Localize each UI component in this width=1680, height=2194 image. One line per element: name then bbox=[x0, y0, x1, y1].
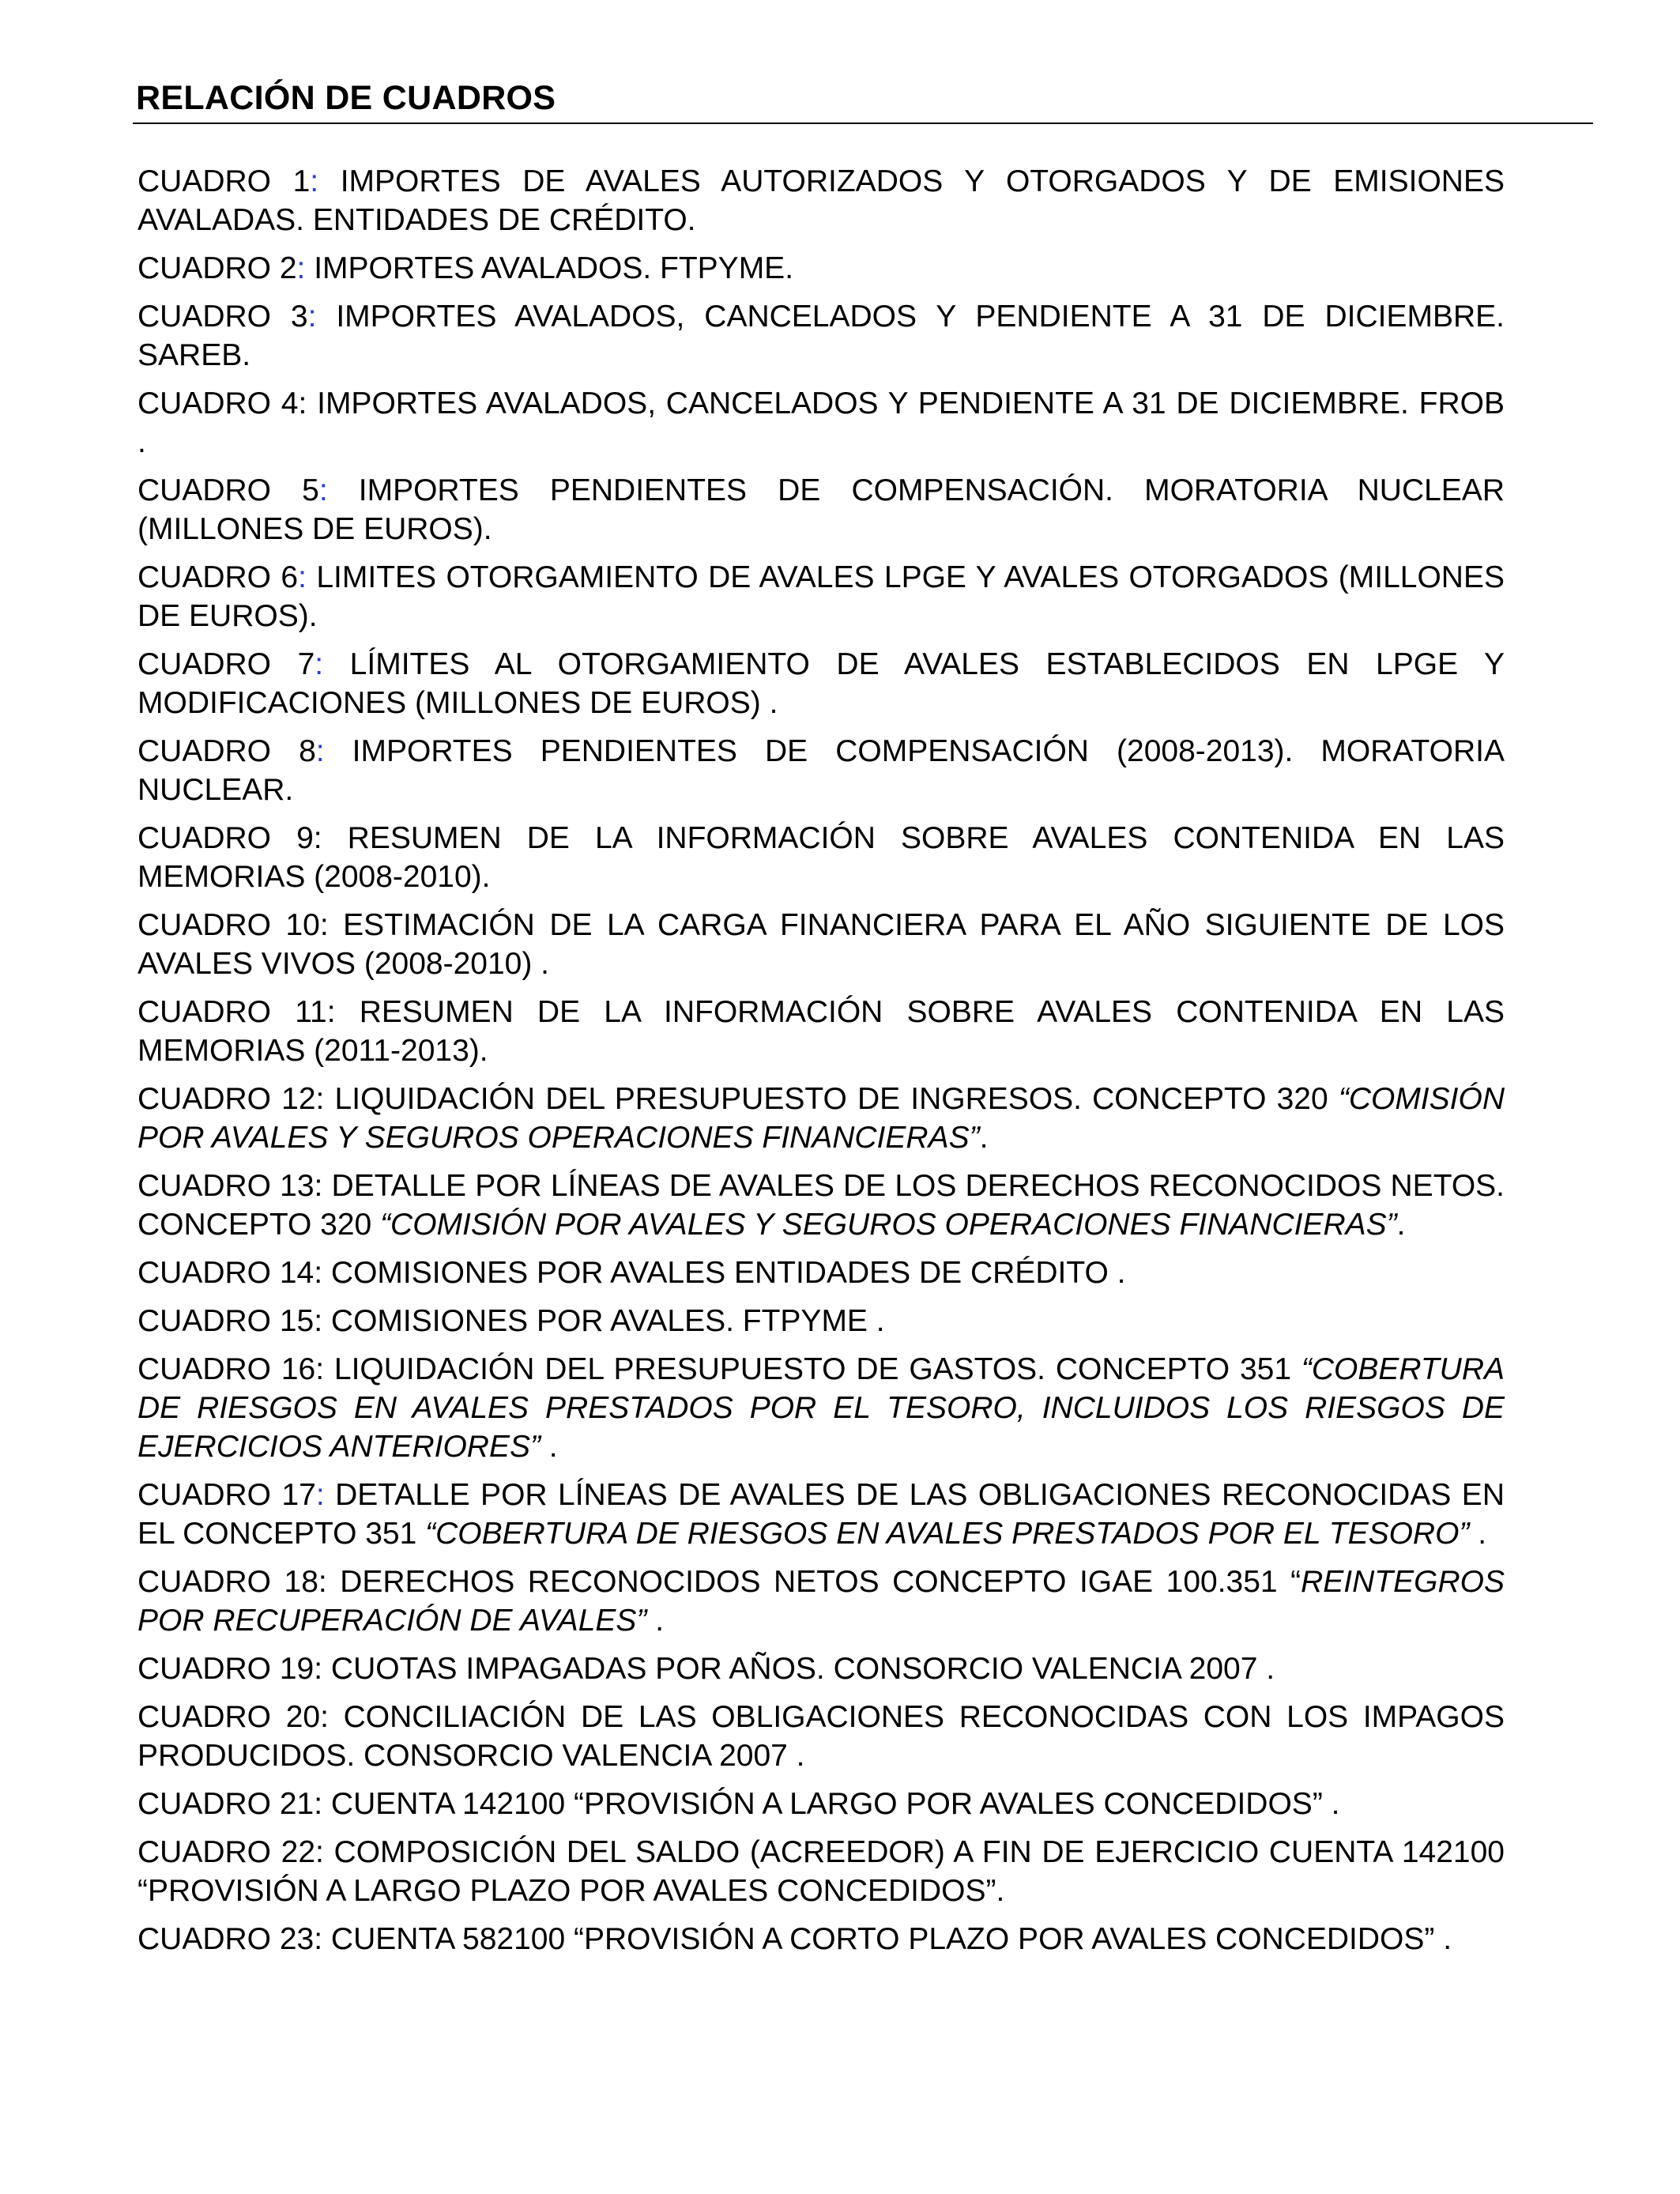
cuadro-entry bbox=[137, 1563, 1505, 1640]
cuadro-entry bbox=[137, 1833, 1505, 1910]
cuadro-entry bbox=[137, 297, 1505, 375]
cuadro-concept-name: “COBERTURA DE RIESGOS EN AVALES PRESTADOS POR EL TESORO, INCLUIDOS LOS RIESGOS DE EJERCICIOS ANTERIORES” bbox=[137, 1352, 1505, 1464]
cuadro-colon: : bbox=[315, 1082, 325, 1116]
cuadros-list bbox=[137, 162, 1505, 1968]
cuadro-tail: . bbox=[1396, 1208, 1406, 1242]
title-underline bbox=[133, 123, 1593, 124]
cuadro-label: CUADRO 18 bbox=[137, 1565, 318, 1599]
cuadro-colon: : bbox=[314, 1256, 323, 1290]
cuadro-label: CUADRO 12 bbox=[137, 1082, 316, 1116]
cuadro-label: CUADRO 22 bbox=[137, 1835, 316, 1869]
cuadro-description: IMPORTES AVALADOS, CANCELADOS Y PENDIENTE A 31 DE DICIEMBRE. SAREB. bbox=[137, 300, 1505, 372]
cuadro-label: CUADRO 17 bbox=[137, 1478, 316, 1512]
cuadro-label: CUADRO 4 bbox=[137, 386, 299, 420]
cuadro-label: CUADRO 9 bbox=[137, 821, 314, 855]
cuadro-description: CONCILIACIÓN DE LAS OBLIGACIONES RECONOCIDAS CON LOS IMPAGOS PRODUCIDOS. CONSORCIO VALENCIA 2007 . bbox=[137, 1700, 1505, 1773]
cuadro-colon: : bbox=[315, 734, 325, 768]
cuadro-colon: : bbox=[314, 1304, 323, 1338]
cuadro-description: IMPORTES AVALADOS. FTPYME. bbox=[305, 251, 794, 285]
cuadro-label: CUADRO 23 bbox=[137, 1922, 315, 1956]
cuadro-description: CUENTA 142100 “PROVISIÓN A LARGO POR AVALES CONCEDIDOS” . bbox=[322, 1787, 1340, 1821]
cuadro-entry bbox=[137, 1167, 1505, 1244]
cuadro-label: CUADRO 21 bbox=[137, 1787, 315, 1821]
cuadro-description: COMISIONES POR AVALES. FTPYME . bbox=[322, 1304, 885, 1338]
cuadro-colon: : bbox=[319, 908, 329, 942]
cuadro-label: CUADRO 11 bbox=[137, 995, 327, 1029]
cuadro-description: IMPORTES PENDIENTES DE COMPENSACIÓN (2008-2013). MORATORIA NUCLEAR. bbox=[137, 734, 1505, 807]
cuadro-colon: : bbox=[315, 1835, 324, 1869]
cuadro-concept-name: “COMISIÓN POR AVALES Y SEGUROS OPERACIONES FINANCIERAS” bbox=[380, 1208, 1397, 1242]
cuadro-description: LIMITES OTORGAMIENTO DE AVALES LPGE Y AVALES OTORGADOS (MILLONES DE EUROS). bbox=[137, 560, 1505, 633]
cuadro-description: RESUMEN DE LA INFORMACIÓN SOBRE AVALES CONTENIDA EN LAS MEMORIAS (2008-2010). bbox=[137, 821, 1505, 894]
cuadro-entry bbox=[137, 1698, 1505, 1775]
cuadro-description: CUOTAS IMPAGADAS POR AÑOS. CONSORCIO VALENCIA 2007 . bbox=[322, 1652, 1275, 1686]
cuadro-entry bbox=[137, 249, 1505, 288]
cuadro-entry bbox=[137, 1649, 1505, 1688]
cuadro-entry bbox=[137, 1302, 1505, 1340]
cuadro-description: LIQUIDACIÓN DEL PRESUPUESTO DE INGRESOS. CONCEPTO 320 bbox=[324, 1082, 1339, 1116]
cuadro-entry bbox=[137, 471, 1505, 548]
cuadro-entry bbox=[137, 1253, 1505, 1292]
cuadro-label: CUADRO 2 bbox=[137, 251, 297, 285]
cuadro-description: COMISIONES POR AVALES ENTIDADES DE CRÉDITO . bbox=[322, 1256, 1126, 1290]
cuadro-colon: : bbox=[314, 1169, 323, 1203]
cuadro-label: CUADRO 14 bbox=[137, 1256, 315, 1290]
cuadro-label: CUADRO 10 bbox=[137, 908, 320, 942]
cuadro-description: IMPORTES PENDIENTES DE COMPENSACIÓN. MORATORIA NUCLEAR (MILLONES DE EUROS). bbox=[137, 473, 1505, 546]
cuadro-label: CUADRO 15 bbox=[137, 1304, 315, 1338]
cuadro-colon: : bbox=[315, 1352, 325, 1386]
cuadro-concept-name: REINTEGROS POR RECUPERACIÓN DE AVALES” bbox=[137, 1565, 1505, 1638]
cuadro-entry bbox=[137, 819, 1505, 896]
cuadro-tail: . bbox=[646, 1604, 665, 1638]
cuadro-entry bbox=[137, 1476, 1505, 1553]
cuadro-entry bbox=[137, 1350, 1505, 1466]
cuadro-description: IMPORTES AVALADOS, CANCELADOS Y PENDIENTE A 31 DE DICIEMBRE. FROB . bbox=[137, 386, 1505, 459]
cuadro-colon: : bbox=[310, 164, 319, 198]
cuadro-entry bbox=[137, 558, 1505, 635]
cuadro-description: LIQUIDACIÓN DEL PRESUPUESTO DE GASTOS. CONCEPTO 351 bbox=[324, 1352, 1301, 1386]
cuadro-label: CUADRO 13 bbox=[137, 1169, 315, 1203]
cuadro-label: CUADRO 8 bbox=[137, 734, 316, 768]
cuadro-concept-name: “COMISIÓN POR AVALES Y SEGUROS OPERACIONES FINANCIERAS” bbox=[137, 1082, 1505, 1155]
cuadro-colon: : bbox=[318, 1565, 327, 1599]
cuadro-entry bbox=[137, 1920, 1505, 1958]
cuadro-entry bbox=[137, 645, 1505, 722]
cuadro-label: CUADRO 20 bbox=[137, 1700, 321, 1734]
cuadro-concept-name: “COBERTURA DE RIESGOS EN AVALES PRESTADOS POR EL TESORO” bbox=[425, 1517, 1470, 1551]
cuadro-colon: : bbox=[314, 1652, 323, 1686]
cuadro-colon: : bbox=[326, 995, 336, 1029]
cuadro-label: CUADRO 19 bbox=[137, 1652, 315, 1686]
cuadro-colon: : bbox=[296, 251, 306, 285]
cuadro-description: IMPORTES DE AVALES AUTORIZADOS Y OTORGADOS Y DE EMISIONES AVALADAS. ENTIDADES DE CRÉDITO. bbox=[137, 164, 1505, 237]
cuadro-description: DERECHOS RECONOCIDOS NETOS CONCEPTO IGAE 100.351 “ bbox=[326, 1565, 1301, 1599]
cuadro-description: DETALLE POR LÍNEAS DE AVALES DE LOS DERECHOS RECONOCIDOS NETOS. CONCEPTO 320 bbox=[137, 1169, 1505, 1242]
cuadro-colon: : bbox=[307, 300, 317, 334]
cuadro-entry bbox=[137, 1080, 1505, 1157]
cuadro-entry bbox=[137, 1785, 1505, 1823]
cuadro-label: CUADRO 16 bbox=[137, 1352, 316, 1386]
cuadro-colon: : bbox=[314, 1922, 323, 1956]
cuadro-entry bbox=[137, 732, 1505, 809]
cuadro-description: RESUMEN DE LA INFORMACIÓN SOBRE AVALES CONTENIDA EN LAS MEMORIAS (2011-2013). bbox=[137, 995, 1505, 1068]
cuadro-description: DETALLE POR LÍNEAS DE AVALES DE LAS OBLIGACIONES RECONOCIDAS EN EL CONCEPTO 351 bbox=[137, 1478, 1505, 1551]
cuadro-entry bbox=[137, 162, 1505, 239]
cuadro-colon: : bbox=[314, 1787, 323, 1821]
cuadro-label: CUADRO 3 bbox=[137, 300, 308, 334]
cuadro-tail: . bbox=[540, 1430, 558, 1464]
cuadro-entry bbox=[137, 993, 1505, 1070]
page-title: RELACIÓN DE CUADROS bbox=[136, 79, 556, 117]
cuadro-tail: . bbox=[979, 1121, 989, 1155]
cuadro-description: LÍMITES AL OTORGAMIENTO DE AVALES ESTABLECIDOS EN LPGE Y MODIFICACIONES (MILLONES DE EUROS) . bbox=[137, 647, 1505, 720]
cuadro-label: CUADRO 6 bbox=[137, 560, 299, 594]
cuadro-colon: : bbox=[298, 386, 307, 420]
cuadro-description: CUENTA 582100 “PROVISIÓN A CORTO PLAZO POR AVALES CONCEDIDOS” . bbox=[322, 1922, 1452, 1956]
cuadro-colon: : bbox=[315, 1478, 325, 1512]
cuadro-colon: : bbox=[298, 560, 307, 594]
cuadro-label: CUADRO 1 bbox=[137, 164, 311, 198]
cuadro-label: CUADRO 5 bbox=[137, 473, 319, 507]
cuadro-colon: : bbox=[318, 473, 328, 507]
cuadro-colon: : bbox=[315, 647, 324, 681]
cuadro-entry bbox=[137, 384, 1505, 462]
cuadro-entry bbox=[137, 906, 1505, 983]
cuadro-description: COMPOSICIÓN DEL SALDO (ACREEDOR) A FIN DE EJERCICIO CUENTA 142100 “PROVISIÓN A LARGO PLAZO POR AVALES CONCEDIDOS”. bbox=[137, 1835, 1505, 1908]
cuadro-colon: : bbox=[320, 1700, 329, 1734]
cuadro-colon: : bbox=[313, 821, 322, 855]
cuadro-label: CUADRO 7 bbox=[137, 647, 315, 681]
cuadro-description: ESTIMACIÓN DE LA CARGA FINANCIERA PARA EL AÑO SIGUIENTE DE LOS AVALES VIVOS (2008-2010) . bbox=[137, 908, 1505, 981]
cuadro-tail: . bbox=[1469, 1517, 1487, 1551]
